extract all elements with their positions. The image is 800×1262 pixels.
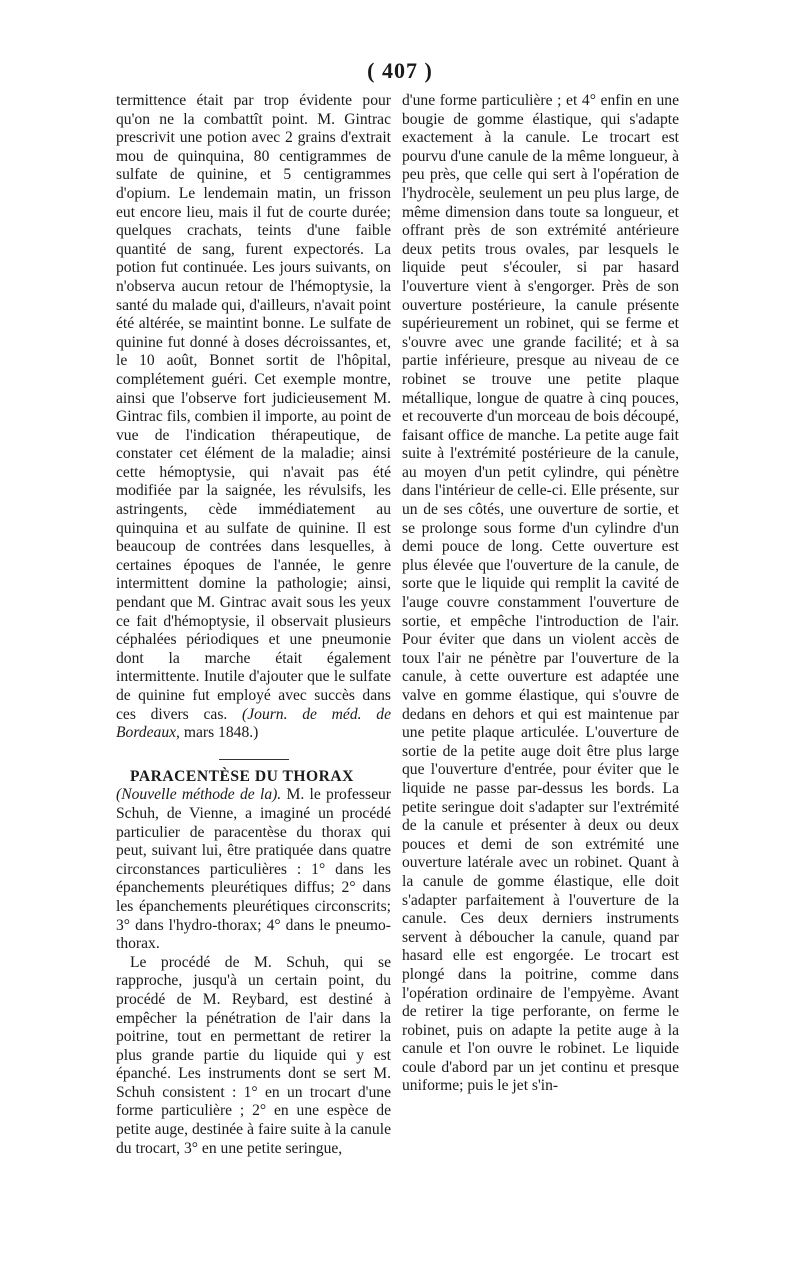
section-title: PARACENTÈSE DU THORAX [130, 767, 354, 785]
paragraph-left-1-text: termittence était par trop évidente pour qu'on ne la combattît point. M. Gintrac prescrivit une potion avec 2 grains d'extrait mou de quinquina, 80 centigrammes de sulfate de quinine, et 5 centigrammes d'opium. Le lendemain matin, un frisson eut encore lieu, mais il fut de courte durée; quelques crachats, teints d'une faible quantité de sang, furent expectorés. La potion fut continuée. Les jours suivants, on n'observa aucun retour de l'hémoptysie, la santé du malade qui, d'ailleurs, n'avait point été altérée, se maintint bonne. Le sulfate de quinine fut donné à doses décroissantes, et, le 10 août, Bonnet sortit de l'hôpital, complétement guéri. Cet exemple montre, ainsi que l'observe fort judicieusement M. Gintrac fils, combien il importe, au point de vue de l'indication thérapeutique, de constater cet élément de la maladie; ainsi cette hémoptysie, qui n'avait pas été modifiée par la saignée, les révulsifs, les astringents, cède immédiatement au quinquina et au sulfate de quinine. Il est beaucoup de contrées dans lesquelles, à certaines époques de l'année, le genre intermittent domine la pathologie; ainsi, pendant que M. Gintrac avait sous les yeux ce fait d'hémoptysie, il observait plusieurs céphalées périodiques et une pneumonie dont la marche était également intermittente. Inutile d'ajouter que le sulfate de quinine fut employé avec succès dans ces divers cas. [116, 92, 391, 723]
citation-journal: (Journ. de méd. de Bordeaux, [116, 705, 391, 742]
paragraph-right-1: d'une forme particulière ; et 4° enfin en une bougie de gomme élastique, qui s'adapte exactement à la canule. Le trocart est pourvu d'une canule de la même longueur, à peu près, que celle qui sert à l'opération de l'hydrocèle, seulement un peu plus large, de même dimension dans toute sa longueur, et offrant près de son extrémité antérieure deux petits trous ovales, par lesquels le liquide peut s'écouler, si par hasard l'ouverture vient à s'engorger. Près de son ouverture postérieure, la canule présente supérieurement un robinet, qui se ferme et s'ouvre avec une grande facilité; et à sa partie inférieure, presque au niveau de ce robinet se trouve une petite plaque métallique, longue de quatre à cinq pouces, et recouverte d'un morceau de bois découpé, faisant office de manche. La petite auge fait suite à l'extrémité postérieure de la canule, au moyen d'un petit cylindre, qui pénètre dans l'intérieur de celle-ci. Elle présente, sur un de ses côtés, une ouverture de sortie, et se prolonge sous forme d'un cylindre d'un demi pouce de long. Cette ouverture est plus élevée que l'ouverture de la canule, de sorte que le liquide qui remplit la cavité de l'auge couvre constamment l'ouverture de sortie, et empêche l'introduction de l'air. Pour éviter que dans un violent accès de toux l'air ne pénètre par l'ouverture de la canule, à cette ouverture est adaptée une valve en gomme élastique, qui s'ouvre de dedans en dehors et qui est maintenue par une petite plaque articulée. L'ouverture de sortie de la petite auge doit être plus large que l'ouverture d'entrée, pour éviter que le liquide ne passe par-dessus les bords. La petite seringue doit s'adapter sur l'extrémité de la canule et présenter à deux ou deux pouces et demi de son extrémité une ouverture latérale avec un robinet. Quant à la canule de gomme élastique, elle doit s'adapter parfaitement à l'ouverture de la canule. Ces deux derniers instruments servent à déboucher la canule, quand par hasard elle est engorgée. Le trocart est plongé dans la poitrine, comme dans l'opération ordinaire de l'empyème. Avant de retirer la tige perforante, on ferme le robinet, puis on adapte la petite auge à la canule et l'on ouvre le robinet. Le liquide coule d'abord par un jet continu et presque uniforme; puis le jet s'in- [402, 92, 679, 1095]
paragraph-left-2 [116, 768, 391, 954]
left-column [116, 92, 391, 1158]
paragraph-left-3: Le procédé de M. Schuh, qui se rapproche, jusqu'à un certain point, du procédé de M. Reybard, est destiné à empêcher la pénétration de l'air dans la poitrine, tout en permettant de retirer la plus grande partie du liquide qui y est épanché. Les instruments dont se sert M. Schuh consistent : 1° en un trocart d'une forme particulière ; 2° en une espèce de petite auge, destinée à faire suite à la canule du trocart, 3° en une petite seringue, [116, 953, 391, 1157]
section-divider [219, 759, 289, 760]
citation-date: mars 1848.) [179, 724, 259, 742]
right-column [402, 92, 679, 1096]
page-number: ( 407 ) [367, 58, 433, 83]
paragraph-left-2-text: M. le professeur Schuh, de Vienne, a imaginé un procédé particulier de paracentèse du thorax qui peut, suivant lui, être pratiquée dans quatre circonstances particulières : 1° dans les épanchements pleurétiques diffus; 2° dans les épanchements pleurétiques circonscrits; 3° dans l'hydro-thorax; 4° dans le pneumo-thorax. [116, 786, 391, 953]
paragraph-left-1 [116, 92, 391, 743]
section-subtitle: (Nouvelle méthode de la). [116, 786, 282, 804]
